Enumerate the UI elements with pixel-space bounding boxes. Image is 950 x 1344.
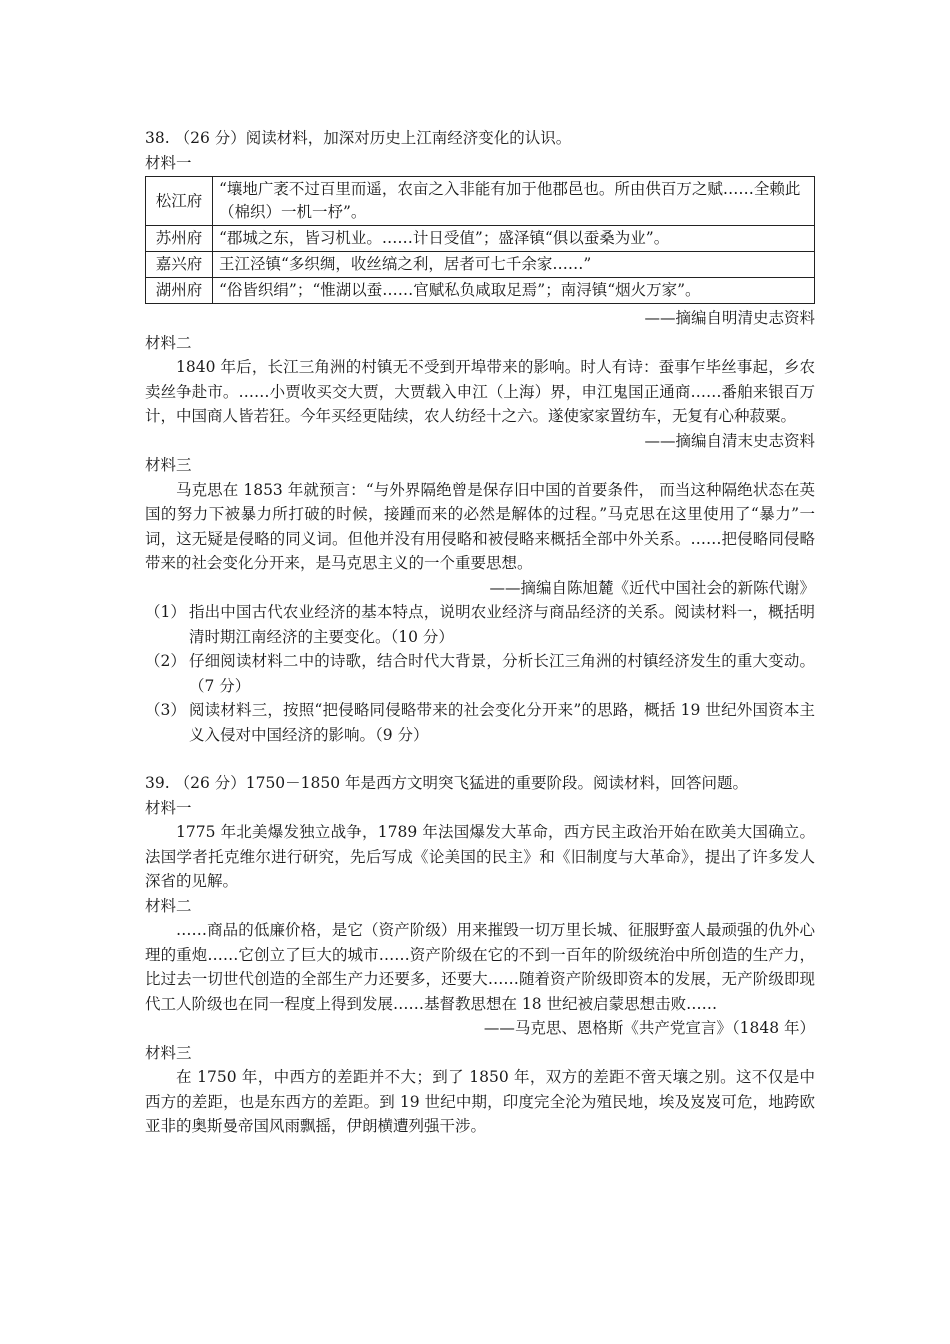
q38-material2-text: 1840 年后，长江三角洲的村镇无不受到开埠带来的影响。时人有诗：蚕事乍毕丝事起，乡农卖丝争赴市。……小贾收买交大贾，大贾载入申江（上海）界，申江鬼国正通商……番舶来银百万计，中国商人皆若狂。今年买经更陆续，农人纺经十之六。遂使家家置纺车，无复有心种菽粟。 bbox=[145, 358, 815, 425]
table-row bbox=[146, 278, 815, 304]
subquestion-text: 阅读材料三，按照“把侵略同侵略带来的社会变化分开来”的思路，概括 19 世纪外国资本主义入侵对中国经济的影响。（9 分） bbox=[189, 701, 815, 744]
q38-material2-label: 材料二 bbox=[145, 333, 192, 352]
q39-material2-label: 材料二 bbox=[145, 896, 192, 915]
q38-header: 38. （26 分）阅读材料，加深对历史上江南经济变化的认识。 bbox=[145, 129, 572, 147]
subquestion-number: （1） bbox=[145, 603, 186, 621]
section-spacer bbox=[145, 747, 815, 771]
quote-cell: 王江泾镇“多织绸，收丝缟之利，居者可七千余家……” bbox=[213, 252, 815, 278]
exam-page bbox=[145, 126, 815, 1139]
quote-cell: “俗皆织绢”；“惟湖以蚕……官赋私负咸取足焉”；南浔镇“烟火万家”。 bbox=[213, 278, 815, 304]
q38-material3-source: ——摘编自陈旭麓《近代中国社会的新陈代谢》 bbox=[489, 578, 815, 597]
q39-material2-text: ……商品的低廉价格，是它（资产阶级）用来摧毁一切万里长城、征服野蛮人最顽强的仇外心理的重炮……它创立了巨大的城市……资产阶级在它的不到一百年的阶级统治中所创造的生产力，比过去一切世代创造的全部生产力还要多，还要大……随着资产阶级即资本的发展，无产阶级即现代工人阶级也在同一程度上得到发展……基督教思想在 18 世纪被启蒙思想击败…… bbox=[145, 921, 815, 1013]
subquestion bbox=[145, 649, 815, 698]
table-row bbox=[146, 177, 815, 226]
q39-material3-text: 在 1750 年，中西方的差距并不大；到了 1850 年，双方的差距不啻天壤之别。这不仅是中西方的差距，也是东西方的差距。到 19 世纪中期，印度完全沦为殖民地，埃及岌岌可危，地跨欧亚非的奥斯曼帝国风雨飘摇，伊朗横遭列强干涉。 bbox=[145, 1068, 815, 1135]
subquestion bbox=[145, 698, 815, 747]
subquestion-text: 仔细阅读材料二中的诗歌，结合时代大背景，分析长江三角洲的村镇经济发生的重大变动。（7 分） bbox=[189, 652, 815, 695]
q38-subquestions bbox=[145, 600, 815, 747]
q38-material3-text: 马克思在 1853 年就预言：“与外界隔绝曾是保存旧中国的首要条件， 而当这种隔绝状态在英国的努力下被暴力所打破的时候，接踵而来的必然是解体的过程。”马克思在这里使用了“暴力”一词，这无疑是侵略的同义词。但他并没有用侵略和被侵略来概括全部中外关系。……把侵略同侵略带来的社会变化分开来，是马克思主义的一个重要思想。 bbox=[145, 480, 815, 572]
place-cell: 嘉兴府 bbox=[146, 252, 213, 278]
q39-material2-source: ——马克思、恩格斯《共产党宣言》（1848 年） bbox=[483, 1019, 815, 1037]
q39-header: 39. （26 分）1750－1850 年是西方文明突飞猛进的重要阶段。阅读材料，回答问题。 bbox=[145, 774, 749, 792]
place-cell: 松江府 bbox=[146, 177, 213, 226]
q39-material1-text: 1775 年北美爆发独立战争，1789 年法国爆发大革命，西方民主政治开始在欧美大国确立。法国学者托克维尔进行研究，先后写成《论美国的民主》和《旧制度与大革命》，提出了许多发人深省的见解。 bbox=[145, 823, 815, 890]
q39-material3-label: 材料三 bbox=[145, 1043, 192, 1062]
place-cell: 湖州府 bbox=[146, 278, 213, 304]
subquestion-number: （2） bbox=[145, 652, 186, 670]
q38-material1-table bbox=[145, 176, 815, 304]
quote-cell: “壤地广袤不过百里而遥，农亩之入非能有加于他郡邑也。所由供百万之赋……全赖此（棉织）一机一杼”。 bbox=[213, 177, 815, 226]
table-row bbox=[146, 252, 815, 278]
quote-cell: “郡城之东，皆习机业。……计日受值”；盛泽镇“俱以蚕桑为业”。 bbox=[213, 226, 815, 252]
q38-material3-label: 材料三 bbox=[145, 456, 192, 474]
q38-material2-source: ——摘编自清末史志资料 bbox=[644, 431, 815, 450]
subquestion-text: 指出中国古代农业经济的基本特点，说明农业经济与商品经济的关系。阅读材料一，概括明清时期江南经济的主要变化。（10 分） bbox=[189, 603, 815, 646]
subquestion-number: （3） bbox=[145, 701, 186, 719]
q38-material1-label: 材料一 bbox=[145, 153, 192, 172]
place-cell: 苏州府 bbox=[146, 226, 213, 252]
q38-material1-source: ——摘编自明清史志资料 bbox=[644, 309, 815, 327]
table-row bbox=[146, 226, 815, 252]
q39-material1-label: 材料一 bbox=[145, 798, 192, 817]
subquestion bbox=[145, 600, 815, 649]
